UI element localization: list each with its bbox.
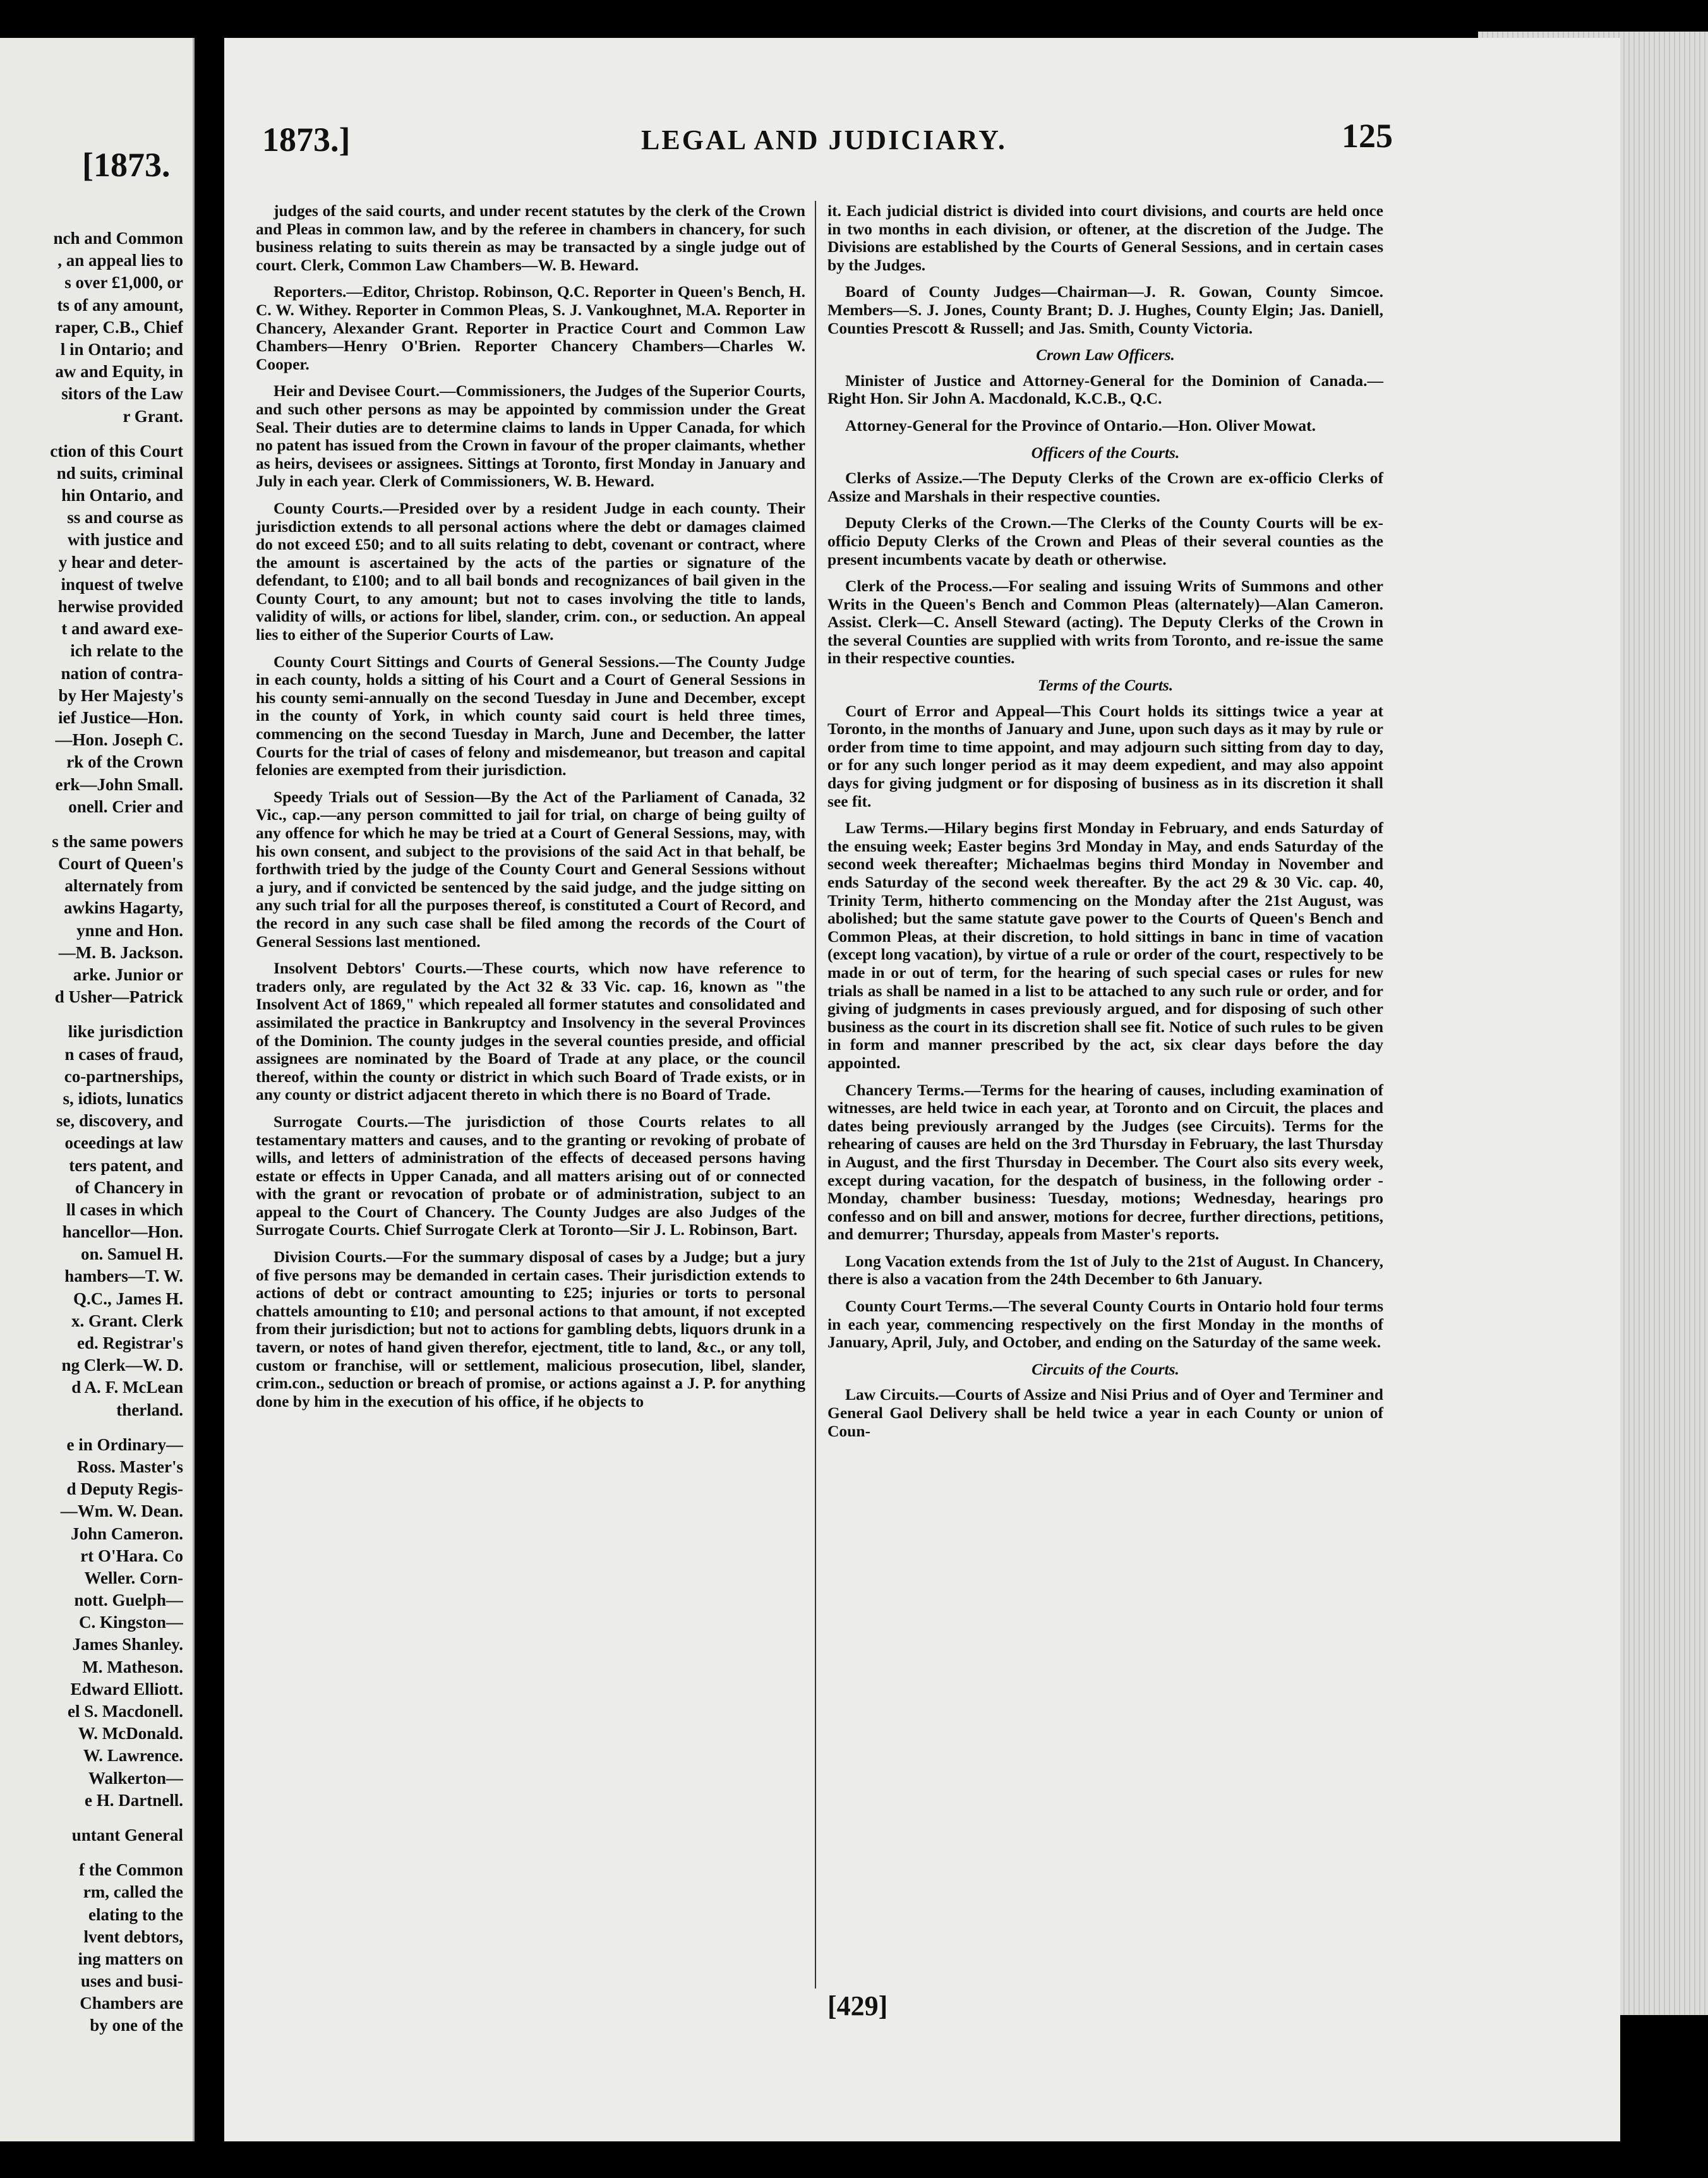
left-page-year: [1873. [82, 146, 171, 184]
left-page-line: John Cameron. [70, 1524, 183, 1543]
left-page-line [0, 1812, 183, 1824]
section-heading: Terms of the Courts. [1037, 676, 1174, 695]
left-page-line: f the Common [79, 1860, 183, 1880]
paragraph: Chancery Terms.—Terms for the hearing of causes, including examination of witnesses, are held twice in each year, at Toronto and on Circuit, the places and dates being previously arranged by the Judges (see Circuits). Terms for the rehearing of causes are held on the 3rd Thursday in February, the last Thursday in August, and the first Thursday in December. The Court also sits every week, except during vacation, for the despatch of business, in the following order - Monday, chamber business: Tuesday, motions; Wednesday, hearings pro confesso and on bill and answer, motions for decree, further directions, petitions, and demurrer; Thursday, appeals from Master's reports. [827, 1080, 1383, 1244]
left-page-line: d Usher—Patrick [54, 987, 183, 1007]
paragraph: Deputy Clerks of the Crown.—The Clerks of the County Courts will be ex-officio Deputy Clerks of the Crown and Pleas of their several counties as the present incumbents vacate by death or otherwise. [827, 514, 1383, 569]
left-page-line [0, 1846, 183, 1859]
paragraph: it. Each judicial district is divided into court divisions, and courts are held once in two months in each division, or oftener, at the discretion of the Judge. The Divisions are established by the Courts of General Sessions, and in certain cases by the Judges. [827, 202, 1383, 274]
left-page-line: ich relate to the [70, 641, 183, 661]
left-page-line: hin Ontario, and [61, 486, 183, 505]
left-page-line: rm, called the [83, 1882, 183, 1902]
paragraph: Attorney-General for the Province of Ontario.—Hon. Oliver Mowat. [845, 416, 1316, 435]
left-page-line: se, discovery, and [56, 1111, 183, 1131]
left-page-line: rk of the Crown [66, 752, 183, 772]
left-page-line: sitors of the Law [61, 384, 183, 404]
paragraph: Surrogate Courts.—The jurisdiction of those Courts relates to all testamentary matters and causes, and to the granting or revoking of probate of wills, and letters of administration of the effects of deceased persons having estate or effects in Upper Canada, and all matters arising out of or connected with the grant or revocation of probate or of administration, subject to an appeal to the Court of Chancery. The County Judges are also Judges of the Surrogate Courts. Chief Surrogate Clerk at Toronto—Sir J. L. Robinson, Bart. [256, 1112, 805, 1239]
left-page-line: ed. Registrar's [77, 1333, 183, 1352]
left-page-line: ts of any amount, [57, 295, 183, 315]
left-page-line: uses and busi- [80, 1971, 183, 1991]
paragraph: Long Vacation extends from the 1st of July to the 21st of August. In Chancery, there is also a vacation from the 24th December to 6th January. [827, 1251, 1383, 1289]
left-page-line: t and award exe- [61, 619, 183, 639]
column-divider [815, 201, 816, 1988]
paragraph: Court of Error and Appeal—This Court holds its sittings twice a year at Toronto, in the months of January and June, upon such days as it may by rule or order from time to time appoint, and may adjourn such sitting from day to day, or for any such longer period as it may deem expedient, and may also appoint days for giving judgment or for disposing of business as in its discretion it shall see fit. [827, 701, 1383, 810]
paragraph: Heir and Devisee Court.—Commissioners, the Judges of the Superior Courts, and such other persons as may be appointed by commission under the Great Seal. Their duties are to determine claims to lands in Upper Canada, for which no patent has issued from the Crown in favour of the proper claimants, whether as heirs, devisees or assignees. Sittings at Toronto, first Monday in January and July in each year. Clerk of Commissioners, W. B. Heward. [256, 382, 805, 491]
left-page-fragment [0, 38, 195, 2141]
left-page-line: C. Kingston— [78, 1613, 183, 1632]
left-page-line: nd suits, criminal [56, 463, 183, 483]
paragraph: Law Terms.—Hilary begins first Monday in February, and ends Saturday of the ensuing week; Easter begins 3rd Monday in May, and ends Saturday of the second week thereafter; Michaelmas begins third Monday in November and ends Saturday of the second week thereafter. By the act 29 & 30 Vic. cap. 40, Trinity Term, hitherto commencing on the Monday after the 21st August, was abolished; but the same statute gave power to the Courts of Queen's Bench and Common Pleas, at their discretion, to hold sittings in banc in time of vacation (except long vacation), by virtue of a rule or order of the court, respectively to be made in or out of term, for the hearing of such special cases or rules for new trials as shall be named in a list to be attached to any such rule or order, and for giving of judgments in cases previously argued, and for disposing of such other business as the court in its discretion shall see fit. Notice of such rules to be given in form and manner prescribed by the act, six clear days before the day appointed. [827, 819, 1383, 1072]
left-page-line: inquest of twelve [61, 574, 183, 594]
left-page-line: W. Lawrence. [83, 1746, 183, 1766]
left-page-line: lvent debtors, [83, 1927, 183, 1946]
left-page-line: raper, C.B., Chief [55, 317, 183, 337]
left-page-line: awkins Hagarty, [63, 898, 183, 918]
left-page-line: hancellor—Hon. [62, 1222, 183, 1242]
left-page-line: Edward Elliott. [70, 1679, 183, 1699]
left-page-line: herwise provided [57, 597, 183, 616]
paragraph: Clerk of the Process.—For sealing and issuing Writs of Summons and other Writs in the Queen's Bench and Common Pleas (alternately)—Alan Cameron. Assist. Clerk—C. Ansell Steward (acting). The Deputy Clerks of the Crown in the several Counties are supplied with writs from Toronto, and re-issue the same in their respective counties. [827, 577, 1383, 668]
paragraph: judges of the said courts, and under recent statutes by the clerk of the Crown and Pleas in common law, and by the referee in chambers in chancery, for such business relating to suits therein as may be transacted by a single judge out of court. Clerk, Common Law Chambers—W. B. Heward. [256, 202, 805, 274]
left-page-line: , an appeal lies to [57, 251, 183, 270]
left-page-line: co-partnerships, [64, 1066, 183, 1086]
page-header [262, 117, 1393, 171]
left-page-line: s over £1,000, or [64, 273, 183, 292]
left-page-line: Court of Queen's [58, 854, 183, 874]
left-page-line: s the same powers [52, 831, 183, 851]
paragraph: Insolvent Debtors' Courts.—These courts, which now have reference to traders only, are regulated by the Act 32 & 33 Vic. cap. 16, known as "the Insolvent Act of 1869," which repealed all former statutes and consolidated and assimilated the practice in Bankruptcy and Insolvency in the several Provinces of the Dominion. The county judges in the several counties preside, and official assignees are nominated by the Board of Trade at any place, or the council thereof, within the county or district in which such Board of Trade exists, or in any county or district adjacent thereto in which there is no Board of Trade. [256, 959, 805, 1104]
left-page-line: erk—John Small. [55, 774, 183, 794]
paragraph: Division Courts.—For the summary disposal of cases by a Judge; but a jury of five persons may be demanded in certain cases. Their jurisdiction extends to actions of debt or contract amounting to £25; injuries or torts to personal chattels amounting to £10; and personal actions to that amount, if not excepted from their jurisdiction; but not to actions for gambling debts, liquors drunk in a tavern, or notes of hand given therefor, ejectment, title to land, &c., or any toll, custom or franchise, will or settlement, malicious prosecution, libel, slander, crim.con., seduction or breach of promise, or actions against a J. P. for anything done by him in the execution of his office, if he objects to [256, 1248, 805, 1411]
left-page-line: Chambers are [80, 1994, 183, 2013]
left-page-line: ng Clerk—W. D. [61, 1356, 183, 1375]
page-number: 125 [1342, 117, 1393, 155]
paragraph: Board of County Judges—Chairman—J. R. Gowan, County Simcoe. Members—S. J. Jones, County Brant; D. J. Hughes, County Elgin; Jas. Daniell, Counties Prescott & Russell; and Jas. Smith, County Victoria. [827, 282, 1383, 337]
column-right [827, 202, 1383, 1449]
left-page-line: —Wm. W. Dean. [60, 1501, 183, 1521]
left-page-line: oceedings at law [64, 1133, 183, 1153]
section-heading: Circuits of the Courts. [1031, 1359, 1179, 1378]
left-page-line: with justice and [67, 530, 183, 550]
section-heading: Officers of the Courts. [1031, 443, 1180, 462]
left-page-line: by Her Majesty's [58, 685, 183, 705]
left-page-line: ief Justice—Hon. [58, 707, 183, 727]
left-page-line [0, 1008, 183, 1021]
left-page-line: W. McDonald. [78, 1724, 183, 1743]
left-page-line: untant General [71, 1825, 183, 1844]
left-page-line [0, 818, 183, 831]
left-page-line: ing matters on [78, 1949, 183, 1968]
paragraph: County Courts.—Presided over by a resident Judge in each county. Their jurisdiction extends to all personal actions where the debt or damages claimed do not exceed £50; and to all suits relating to debt, covenant or contract, where the amount is ascertained by the acts of the parties or signature of the defendant, to £100; and to all bail bonds and recognizances of bail given in the County Court, to any amount; but not to cases involving the title to lands, validity of wills, or actions for libel, slander, crim. con., or seduction. An appeal lies to either of the Superior Courts of Law. [256, 498, 805, 644]
left-page-line: —Hon. Joseph C. [55, 730, 183, 750]
left-page-line: M. Matheson. [82, 1657, 183, 1676]
left-page-line: s, idiots, lunatics [63, 1088, 183, 1108]
left-page-line: d A. F. McLean [71, 1378, 183, 1397]
left-page-line: el S. Macdonell. [68, 1702, 183, 1721]
paragraph: Law Circuits.—Courts of Assize and Nisi Prius and of Oyer and Terminer and General Gaol Delivery shall be held twice a year in each County or union of Coun- [827, 1385, 1383, 1440]
left-page-line: elating to the [88, 1904, 183, 1924]
left-page-line: x. Grant. Clerk [71, 1311, 183, 1330]
left-page-line: Ross. Master's [77, 1457, 183, 1476]
left-page-line: nation of contra- [61, 663, 183, 683]
left-page-line: ynne and Hon. [76, 920, 183, 940]
left-page-line: l in Ontario; and [60, 339, 183, 359]
left-page-line: e in Ordinary— [66, 1435, 183, 1454]
left-page-line: ll cases in which [66, 1200, 183, 1219]
left-page-line: hambers—T. W. [64, 1266, 183, 1286]
paragraph: County Court Sittings and Courts of General Sessions.—The County Judge in each county, holds a sitting of his Court and a Court of General Sessions in his county semi-annually on the second Tuesday in June and December, except in the county of York, in which county said court is held three times, commencing on the second Tuesday in March, June and December, the latter Courts for the trial of cases of felony and misdemeanor, but treason and capital felonies are exempted from their jurisdiction. [256, 652, 805, 779]
paragraph: Speedy Trials out of Session—By the Act of the Parliament of Canada, 32 Vic., cap.—any person committed to jail for trial, on charge of being guilty of any offence for which he may be tried at a Court of General Sessions, may, with his own consent, and subject to the provisions of the said Act in that behalf, be forthwith tried by the judge of the County Court and General Sessions without a jury, and if convicted be sentenced by the said judge, and the judge sitting on any such trial for all the purposes thereof, is constituted a Court of Record, and the record in any such case shall be filed among the records of the Court of General Sessions last mentioned. [256, 787, 805, 951]
left-page-line: y hear and deter- [58, 552, 183, 572]
left-page-line: nch and Common [53, 229, 183, 248]
left-page-line: e H. Dartnell. [85, 1790, 183, 1810]
left-page-line: on. Samuel H. [80, 1244, 183, 1264]
left-page-line: —M. B. Jackson. [58, 942, 183, 962]
left-page-line: Weller. Corn- [84, 1568, 183, 1587]
left-page-line: by one of the [90, 2016, 183, 2035]
header-year: 1873.] [262, 121, 351, 159]
left-page-line: d Deputy Regis- [66, 1479, 183, 1499]
left-page-line: nott. Guelph— [74, 1591, 183, 1610]
left-page-line: aw and Equity, in [55, 362, 183, 382]
left-page-line [0, 1421, 183, 1434]
left-page-line: onell. Crier and [68, 797, 183, 816]
left-page-line: James Shanley. [72, 1635, 183, 1654]
left-page-line: rt O'Hara. Co [80, 1546, 183, 1565]
left-page-line: therland. [116, 1400, 183, 1419]
left-page-line: ction of this Court [50, 441, 183, 460]
left-page-line: arke. Junior or [73, 965, 183, 984]
left-page-line: Q.C., James H. [73, 1289, 183, 1308]
left-page-line: ters patent, and [69, 1155, 183, 1175]
left-page-line: Walkerton— [88, 1768, 183, 1788]
header-title: LEGAL AND JUDICIARY. [641, 124, 1007, 155]
left-page-line: ss and course as [67, 508, 183, 527]
left-page-line: of Chancery in [75, 1177, 183, 1197]
signature-mark: [429] [827, 1990, 888, 2021]
left-page-line [0, 428, 183, 440]
paragraph: Minister of Justice and Attorney-General for the Dominion of Canada.—Right Hon. Sir John A. Macdonald, K.C.B., Q.C. [827, 371, 1383, 408]
left-page-line: like jurisdiction [68, 1022, 183, 1042]
column-left [256, 202, 805, 1419]
left-page-line: r Grant. [123, 406, 183, 426]
paragraph: Reporters.—Editor, Christop. Robinson, Q.C. Reporter in Queen's Bench, H. C. W. Withey. Reporter in Common Pleas, S. J. Vankoughnet, M.A. Reporter in Chancery, Alexander Grant. Reporter in Practice Court and Common Law Chambers—Henry O'Brien. Reporter Chancery Chambers—Charles W. Cooper. [256, 282, 805, 373]
left-page-line: alternately from [64, 876, 183, 896]
left-page-line: n cases of fraud, [64, 1044, 183, 1064]
section-heading: Crown Law Officers. [1036, 346, 1175, 364]
paragraph: County Court Terms.—The several County Courts in Ontario hold four terms in each year, commencing respectively on the first Monday in the months of January, April, July, and October, and ending on the Saturday of the same week. [827, 1297, 1383, 1352]
paragraph: Clerks of Assize.—The Deputy Clerks of the Crown are ex-officio Clerks of Assize and Marshals in their respective counties. [827, 469, 1383, 505]
left-page-text [0, 227, 183, 2037]
